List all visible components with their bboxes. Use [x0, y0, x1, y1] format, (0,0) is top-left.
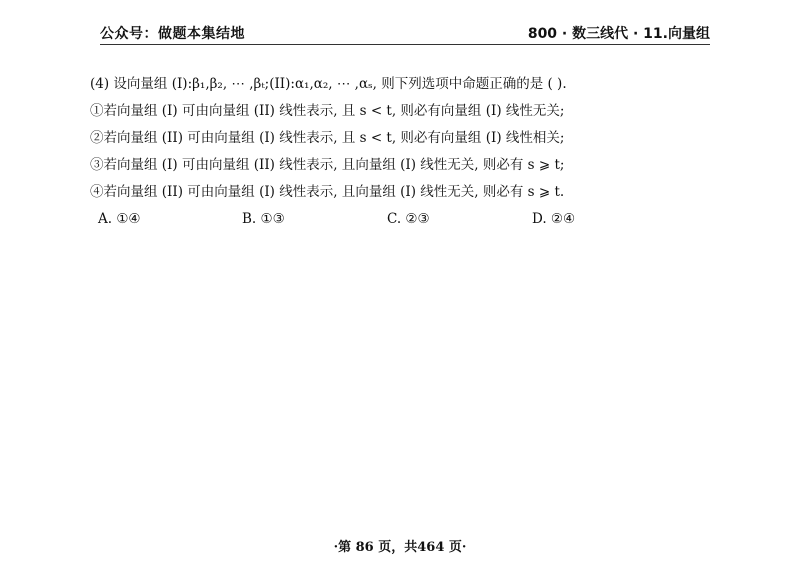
option-c[interactable]: C. ②③ — [387, 211, 430, 227]
header-chapter: 800 · 数三线代 · 11.向量组 — [527, 26, 710, 42]
page-header — [100, 20, 710, 45]
option-b[interactable]: B. ①③ — [242, 211, 285, 227]
question-stem: (4) 设向量组 (I):β₁,β₂, ⋯ ,βₜ;(II):α₁,α₂, ⋯ ,αₛ, 则下列选项中命题正确的是 ( ). — [90, 76, 567, 92]
page-footer: ·第 86 页，共464 页· — [333, 540, 467, 555]
option-d[interactable]: D. ②④ — [532, 211, 576, 227]
statement-3: ③若向量组 (I) 可由向量组 (II) 线性表示, 且向量组 (I) 线性无关, 则必有 s ⩾ t; — [90, 157, 565, 173]
question-block — [90, 74, 710, 235]
header-source: 公众号：做题本集结地 — [100, 26, 245, 42]
statement-2: ②若向量组 (II) 可由向量组 (I) 线性表示, 且 s < t, 则必有向量组 (I) 线性相关; — [90, 130, 565, 146]
option-a[interactable]: A. ①④ — [98, 211, 141, 227]
statement-4: ④若向量组 (II) 可由向量组 (I) 线性表示, 且向量组 (I) 线性无关, 则必有 s ⩾ t. — [90, 184, 565, 200]
statement-1: ①若向量组 (I) 可由向量组 (II) 线性表示, 且 s < t, 则必有向量组 (I) 线性无关; — [90, 103, 565, 119]
answer-options — [90, 211, 710, 235]
